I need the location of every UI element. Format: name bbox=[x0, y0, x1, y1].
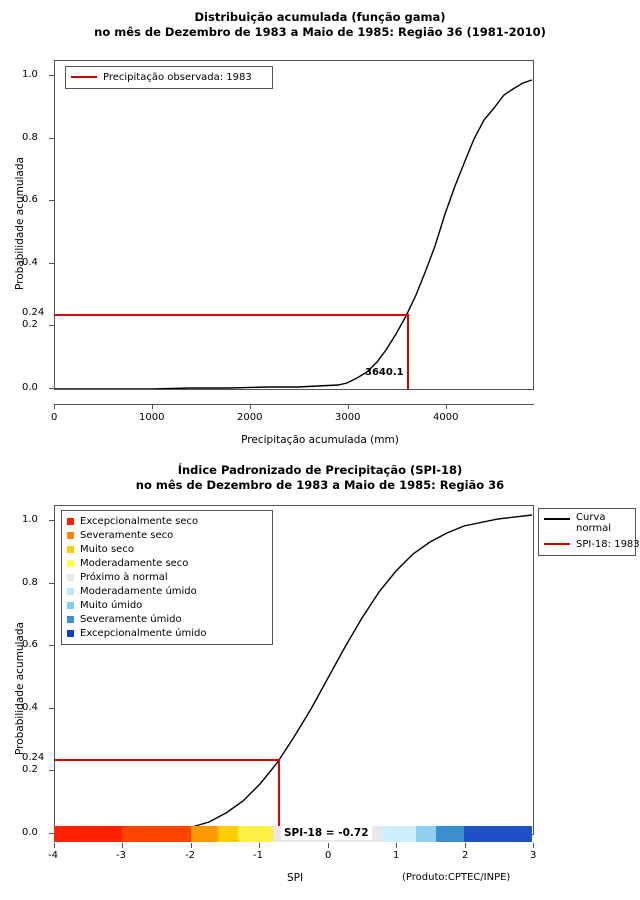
bottom-x-tick-label-3: -1 bbox=[253, 850, 263, 861]
top-x-tick-label-1: 1000 bbox=[139, 412, 165, 423]
color-swatch-icon bbox=[67, 560, 74, 567]
top-x-tick-label-0: 0 bbox=[51, 412, 58, 423]
legend-item-class-3 bbox=[67, 556, 266, 570]
bottom-y-tick-3 bbox=[49, 645, 54, 646]
color-swatch-icon bbox=[67, 616, 74, 623]
bottom-x-tick-3 bbox=[259, 843, 260, 848]
legend-item-class-6 bbox=[67, 598, 266, 612]
class-segment-7 bbox=[416, 826, 437, 842]
legend-label: Precipitação observada: 1983 bbox=[103, 71, 252, 83]
legend-label: SPI-18: 1983 bbox=[576, 538, 640, 550]
top-x-tick-0 bbox=[54, 404, 55, 409]
bottom-chart-y-axis-label: Probabilidade acumulada bbox=[14, 622, 26, 755]
class-segment-6 bbox=[382, 826, 416, 842]
legend-item-normal-curve bbox=[544, 512, 629, 534]
bottom-x-tick-label-1: -3 bbox=[116, 850, 126, 861]
bottom-x-tick-0 bbox=[54, 843, 55, 848]
bottom-chart-title-line2: no mês de Dezembro de 1983 a Maio de 1985: Região 36 bbox=[135, 478, 505, 492]
class-segment-3 bbox=[218, 826, 239, 842]
bottom-y-tick-label-0: 0.0 bbox=[22, 827, 38, 838]
class-segment-0 bbox=[54, 826, 122, 842]
class-segment-2 bbox=[191, 826, 218, 842]
color-swatch-icon bbox=[67, 588, 74, 595]
bottom-x-tick-label-7: 3 bbox=[530, 850, 537, 861]
legend-label: Muito úmido bbox=[80, 599, 143, 611]
top-x-tick-label-2: 2000 bbox=[237, 412, 263, 423]
legend-item-observed-precip bbox=[71, 70, 266, 84]
top-y-tick-label-4: 0.8 bbox=[22, 132, 38, 143]
bottom-x-tick-label-2: -2 bbox=[185, 850, 195, 861]
top-y-tick-label-1: 0.2 bbox=[22, 319, 38, 330]
top-y-tick-label-3: 0.6 bbox=[22, 194, 38, 205]
bottom-y-tick-2 bbox=[49, 708, 54, 709]
color-swatch-icon bbox=[67, 602, 74, 609]
bottom-x-tick-5 bbox=[396, 843, 397, 848]
bottom-y-tick-1 bbox=[49, 770, 54, 771]
legend-line-icon bbox=[544, 518, 570, 520]
legend-item-class-7 bbox=[67, 612, 266, 626]
top-y-tick-label-0: 0.0 bbox=[22, 382, 38, 393]
legend-label: Excepcionalmente seco bbox=[80, 515, 199, 527]
legend-line-icon bbox=[544, 543, 570, 545]
bottom-y-tick-4 bbox=[49, 583, 54, 584]
bottom-x-tick-7 bbox=[533, 843, 534, 848]
top-y-tick-4 bbox=[49, 138, 54, 139]
top-y-tick-label-5: 1.0 bbox=[22, 69, 38, 80]
legend-label: Excepcionalmente úmido bbox=[80, 627, 207, 639]
bottom-x-tick-4 bbox=[328, 843, 329, 848]
legend-label: Moderadamente seco bbox=[80, 557, 189, 569]
bottom-chart-spi-guide-line bbox=[278, 759, 280, 834]
top-x-tick-label-4: 4000 bbox=[433, 412, 459, 423]
bottom-chart-probability-guide-line bbox=[55, 759, 279, 761]
bottom-x-tick-2 bbox=[191, 843, 192, 848]
top-x-tick-1 bbox=[152, 404, 153, 409]
top-chart-probability-value-label: 0.24 bbox=[22, 307, 45, 318]
bottom-y-tick-label-1: 0.2 bbox=[22, 764, 38, 775]
legend-item-class-0 bbox=[67, 514, 266, 528]
top-x-axis-line bbox=[54, 404, 534, 405]
top-chart-x-axis-label: Precipitação acumulada (mm) bbox=[241, 434, 399, 446]
top-x-tick-4 bbox=[446, 404, 447, 409]
bottom-y-tick-label-3: 0.6 bbox=[22, 639, 38, 650]
spi-value-label: SPI-18 = -0.72 bbox=[281, 826, 372, 840]
top-chart-precipitation-guide-line bbox=[407, 314, 409, 389]
legend-label: Muito seco bbox=[80, 543, 134, 555]
top-x-tick-label-3: 3000 bbox=[335, 412, 361, 423]
top-chart-legend bbox=[65, 66, 273, 89]
color-swatch-icon bbox=[67, 546, 74, 553]
legend-label-group bbox=[576, 512, 611, 534]
legend-label-line1: Curva bbox=[576, 512, 606, 523]
product-credit: (Produto:CPTEC/INPE) bbox=[402, 872, 511, 883]
bottom-y-tick-label-4: 0.8 bbox=[22, 577, 38, 588]
top-y-tick-2 bbox=[49, 263, 54, 264]
legend-item-class-8 bbox=[67, 626, 266, 640]
bottom-x-tick-1 bbox=[122, 843, 123, 848]
bottom-x-tick-label-4: 0 bbox=[325, 850, 332, 861]
legend-item-class-2 bbox=[67, 542, 266, 556]
legend-line-icon bbox=[71, 76, 97, 78]
bottom-x-tick-label-6: 2 bbox=[462, 850, 469, 861]
top-chart-title-line1: Distribuição acumulada (função gama) bbox=[194, 10, 446, 24]
class-segment-9 bbox=[464, 826, 532, 842]
top-y-tick-5 bbox=[49, 75, 54, 76]
bottom-chart-legend bbox=[538, 508, 640, 556]
top-y-tick-0 bbox=[49, 388, 54, 389]
bottom-x-tick-label-5: 1 bbox=[393, 850, 400, 861]
top-x-tick-2 bbox=[250, 404, 251, 409]
top-chart-title-line2: no mês de Dezembro de 1983 a Maio de 1985: Região 36 (1981-2010) bbox=[94, 25, 546, 39]
color-swatch-icon bbox=[67, 518, 74, 525]
bottom-chart-probability-value-label: 0.24 bbox=[22, 752, 45, 763]
bottom-y-tick-0 bbox=[49, 833, 54, 834]
class-segment-1 bbox=[122, 826, 190, 842]
class-segment-4 bbox=[238, 826, 272, 842]
top-chart-plot-area bbox=[54, 60, 534, 390]
legend-label: Próximo à normal bbox=[80, 571, 168, 583]
legend-label: Severamente seco bbox=[80, 529, 174, 541]
bottom-chart-title-line1: Índice Padronizado de Precipitação (SPI-18) bbox=[177, 463, 463, 477]
legend-label: Severamente úmido bbox=[80, 613, 182, 625]
bottom-y-tick-5 bbox=[49, 520, 54, 521]
color-swatch-icon bbox=[67, 532, 74, 539]
class-segment-8 bbox=[436, 826, 463, 842]
top-chart-curve bbox=[55, 61, 533, 389]
top-x-tick-3 bbox=[348, 404, 349, 409]
legend-label-line2: normal bbox=[576, 523, 612, 534]
bottom-chart-panel bbox=[0, 455, 640, 900]
top-chart-precip-value-annotation: 3640.1 bbox=[365, 367, 404, 378]
top-y-tick-label-2: 0.4 bbox=[22, 257, 38, 268]
bottom-chart-plot-area bbox=[54, 505, 534, 835]
bottom-chart-title bbox=[0, 463, 640, 493]
top-chart-probability-guide-line bbox=[55, 314, 408, 316]
bottom-x-tick-6 bbox=[465, 843, 466, 848]
top-chart-title bbox=[0, 10, 640, 40]
top-chart-y-axis-label: Probabilidade acumulada bbox=[14, 157, 26, 290]
legend-item-class-4 bbox=[67, 570, 266, 584]
color-swatch-icon bbox=[67, 630, 74, 637]
bottom-chart-x-axis-label: SPI bbox=[286, 872, 304, 884]
drought-classification-legend bbox=[61, 510, 273, 645]
bottom-y-tick-label-2: 0.4 bbox=[22, 702, 38, 713]
top-y-tick-1 bbox=[49, 325, 54, 326]
color-swatch-icon bbox=[67, 574, 74, 581]
top-y-tick-3 bbox=[49, 200, 54, 201]
legend-label: Moderadamente úmido bbox=[80, 585, 197, 597]
legend-item-spi bbox=[544, 537, 640, 551]
bottom-y-tick-label-5: 1.0 bbox=[22, 514, 38, 525]
legend-item-class-5 bbox=[67, 584, 266, 598]
bottom-x-tick-label-0: -4 bbox=[48, 850, 58, 861]
legend-item-class-1 bbox=[67, 528, 266, 542]
